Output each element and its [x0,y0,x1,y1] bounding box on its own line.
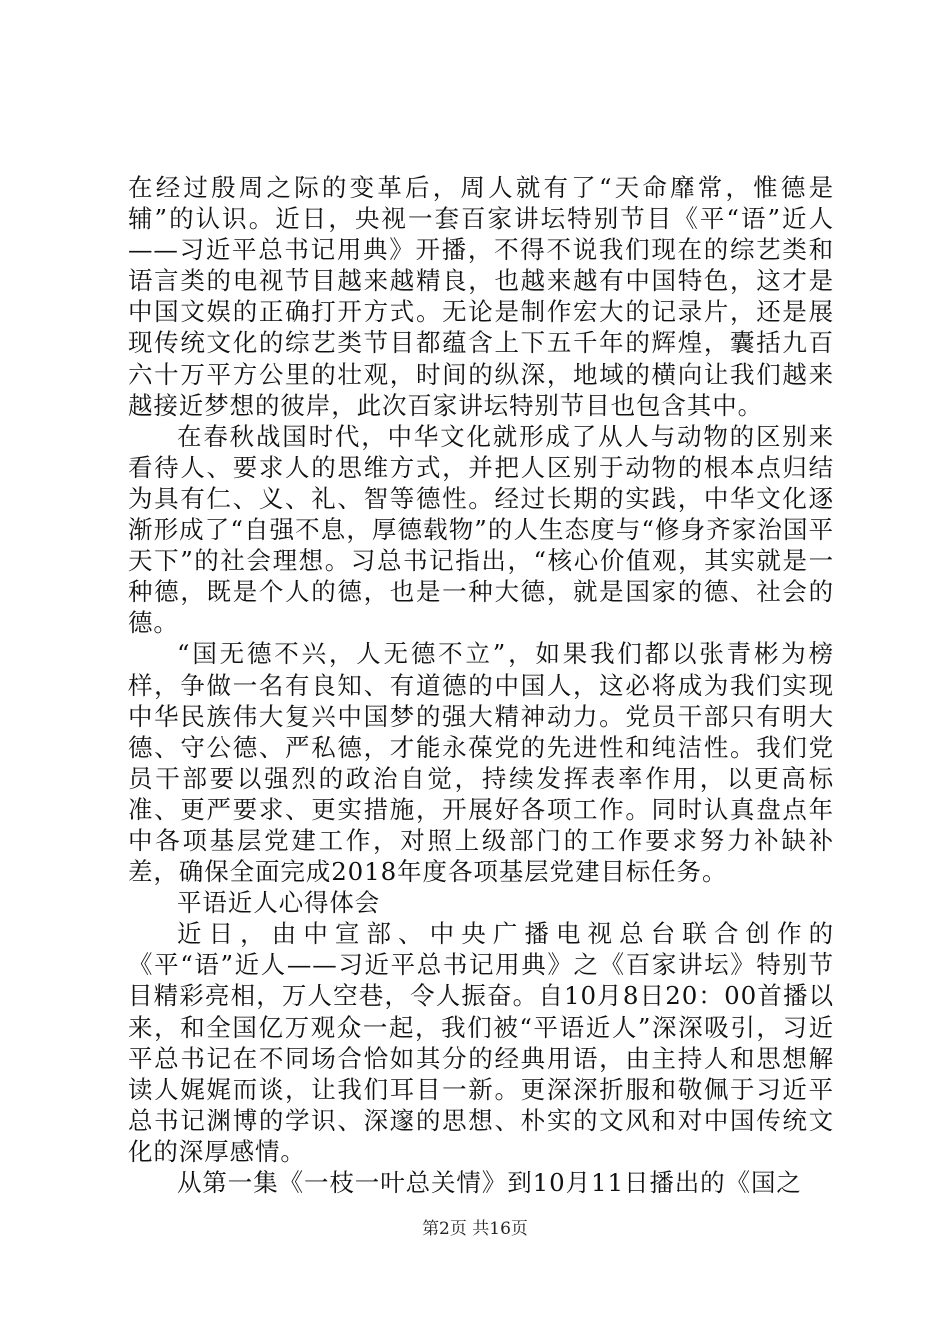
page-footer: 第2页 共16页 [422,1219,528,1239]
paragraph-5: 从第一集《一枝一叶总关情》到10月11日播出的《国之 [177,1168,802,1197]
paragraph-2: 在春秋战国时代，中华文化就形成了从人与动物的区别来看待人、要求人的思维方式，并把人区别于动物的根本点归结为具有仁、义、礼、智等德性。经过长期的实践，中华文化逐渐形成了“自强不息，厚德载物”的人生态度与“修身齐家治国平天下”的社会理想。习总书记指出，“核心价值观，其实就是一种德，既是个人的德，也是一种大德，就是国家的德、社会的德。 [128,421,834,638]
document-body [128,172,834,1198]
section-heading: 平语近人心得体会 [177,888,381,918]
paragraph-3: “国无德不兴，人无德不立”，如果我们都以张青彬为榜样，争做一名有良知、有道德的中国人，这必将成为我们实现中华民族伟大复兴中国梦的强大精神动力。党员干部只有明大德、守公德、严私德，才能永葆党的先进性和纯洁性。我们党员干部要以强烈的政治自觉，持续发挥表率作用，以更高标准、更严要求、更实措施，开展好各项工作。同时认真盘点年中各项基层党建工作，对照上级部门的工作要求努力补缺补差，确保全面完成2018年度各项基层党建目标任务。 [128,639,834,887]
paragraph-4: 近日，由中宣部、中央广播电视总台联合创作的《平“语”近人——习近平总书记用典》之《百家讲坛》特别节目精彩亮相，万人空巷，令人振奋。自10月8日20：00首播以来，和全国亿万观众一起，我们被“平语近人”深深吸引，习近平总书记在不同场合恰如其分的经典用语，由主持人和思想解读人娓娓而谈，让我们耳目一新。更深深折服和敬佩于习近平总书记渊博的学识、深邃的思想、朴实的文风和对中国传统文化的深厚感情。 [128,919,834,1166]
paragraph-1: 在经过殷周之际的变革后，周人就有了“天命靡常，惟德是辅”的认识。近日，央视一套百家讲坛特别节目《平“语”近人——习近平总书记用典》开播，不得不说我们现在的综艺类和语言类的电视节目越来越精良，也越来越有中国特色，这才是中国文娱的正确打开方式。无论是制作宏大的记录片，还是展现传统文化的综艺类节目都蕴含上下五千年的辉煌，囊括九百六十万平方公里的壮观，时间的纵深，地域的横向让我们越来越接近梦想的彼岸，此次百家讲坛特别节目也包含其中。 [128,173,834,420]
